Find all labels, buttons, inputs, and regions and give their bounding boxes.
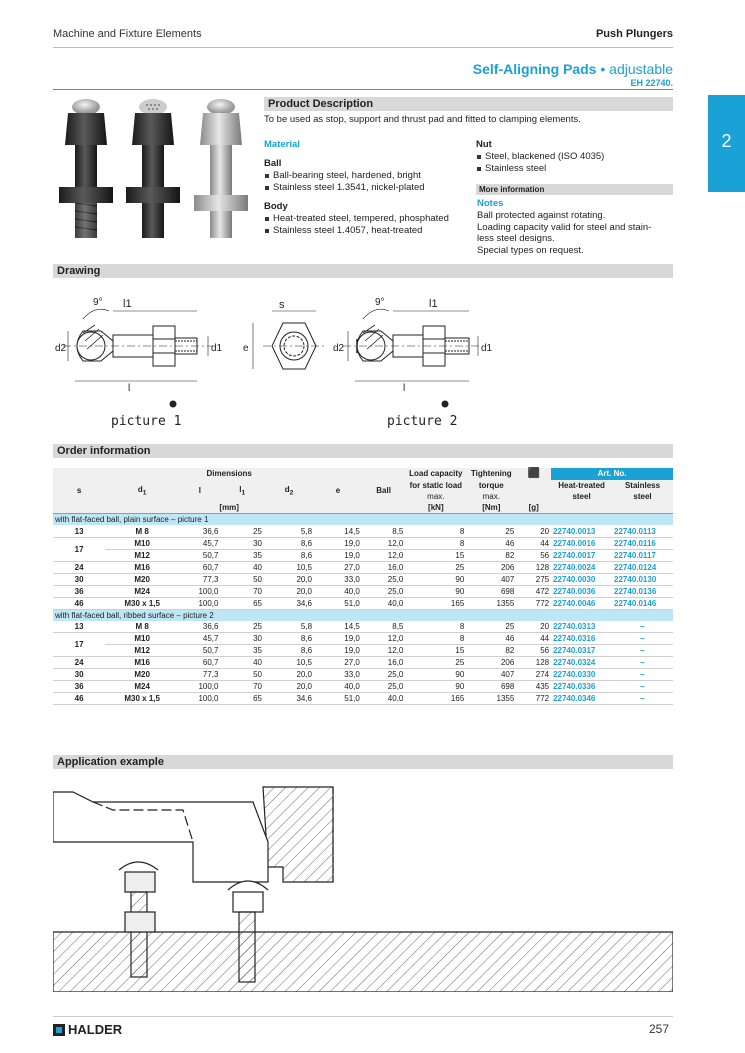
application-bar: Application example	[53, 755, 673, 769]
drawing-label-l-2: l	[403, 383, 406, 394]
torque-header-2: torque	[478, 480, 504, 490]
cell-d1: M20	[105, 573, 179, 585]
cell-d1: M12	[105, 645, 179, 657]
table-row	[53, 597, 673, 609]
cell-e: 19,0	[314, 537, 362, 549]
cell-l: 45,7	[179, 633, 220, 645]
cell-e: 40,0	[314, 585, 362, 597]
cell-d1: M30 x 1,5	[105, 693, 179, 705]
note-line: less steel designs.	[477, 233, 555, 244]
order-table	[53, 468, 673, 705]
cell-d1: M10	[105, 633, 179, 645]
cell-l: 100,0	[179, 681, 220, 693]
table-row	[53, 525, 673, 537]
note-line: Special types on request.	[477, 244, 584, 256]
header-category: Push Plungers	[595, 28, 673, 40]
col-d1-label: d	[137, 484, 143, 494]
heat-header-1: Heat-treated	[558, 480, 605, 490]
drawing-label-s: s	[279, 299, 285, 311]
cell-d2: 20,0	[264, 585, 314, 597]
cell-l: 36,6	[179, 525, 220, 537]
pad-3	[194, 99, 248, 238]
cell-s: 17	[53, 633, 105, 657]
technical-drawing	[53, 281, 673, 431]
cell-l1: 25	[220, 621, 264, 633]
drawing-label-d2-2: d2	[333, 343, 345, 354]
cell-d1: M24	[105, 585, 179, 597]
cell-d1: M30 x 1,5	[105, 597, 179, 609]
cell-ball: 25,0	[362, 573, 406, 585]
cell-ball: 40,0	[362, 693, 406, 705]
heat-header-2: steel	[572, 491, 591, 501]
cell-e: 14,5	[314, 525, 362, 537]
cell-a1[interactable]: 22740.0330	[551, 669, 612, 681]
cell-torque: 82	[466, 549, 516, 561]
cell-d2: 8,6	[264, 537, 314, 549]
cell-d1: M10	[105, 537, 179, 549]
col-stainless	[612, 480, 673, 502]
cell-l: 77,3	[179, 669, 220, 681]
table-row	[53, 573, 673, 585]
cell-s: 17	[53, 537, 105, 561]
cell-e: 19,0	[314, 645, 362, 657]
drawing-label-d1-1: d1	[211, 343, 223, 354]
group-1-label: with flat-faced ball, plain surface – picture 1	[53, 514, 673, 526]
cell-a1[interactable]: 22740.0313	[551, 621, 612, 633]
cell-d1: M12	[105, 549, 179, 561]
drawing-bar: Drawing	[53, 264, 673, 278]
cell-l1: 70	[220, 681, 264, 693]
group-2-label: with flat-faced ball, ribbed surface – picture 2	[53, 609, 673, 621]
cell-l: 50,7	[179, 645, 220, 657]
cell-load: 90	[405, 573, 466, 585]
col-l: l	[179, 480, 220, 502]
col-l1-sub: 1	[241, 489, 246, 497]
body-list	[264, 213, 474, 236]
artno-header: Art. No.	[551, 468, 673, 480]
cell-torque: 1355	[466, 597, 516, 609]
cell-l: 100,0	[179, 585, 220, 597]
halder-logo-icon	[53, 1024, 65, 1036]
cell-ball: 16,0	[362, 657, 406, 669]
cell-a2[interactable]: –	[612, 681, 673, 693]
cell-d1: M 8	[105, 525, 179, 537]
cell-d2: 20,0	[264, 669, 314, 681]
cell-g: 772	[516, 693, 551, 705]
table-row	[53, 657, 673, 669]
cell-d1: M16	[105, 561, 179, 573]
cell-e: 27,0	[314, 657, 362, 669]
group-row	[53, 609, 673, 621]
col-torque	[466, 480, 516, 502]
cell-s: 24	[53, 561, 105, 573]
col-d1	[105, 480, 179, 502]
col-load	[405, 480, 466, 502]
cell-a1[interactable]: 22740.0316	[551, 633, 612, 645]
order-info-bar: Order information	[53, 444, 673, 458]
table-row	[53, 561, 673, 573]
cell-l1: 40	[220, 657, 264, 669]
cell-s: 36	[53, 585, 105, 597]
cell-d2: 5,8	[264, 621, 314, 633]
cell-g: 44	[516, 537, 551, 549]
note-line: Ball protected against rotating.	[477, 210, 606, 221]
cell-e: 19,0	[314, 549, 362, 561]
cell-s: 46	[53, 693, 105, 705]
table-row	[53, 549, 673, 561]
cell-a2[interactable]: 22740.0136	[612, 585, 673, 597]
cell-a1[interactable]: 22740.0324	[551, 657, 612, 669]
drawing-picture-1	[63, 309, 213, 407]
cell-a1[interactable]: 22740.0024	[551, 561, 612, 573]
drawing-label-e: e	[243, 343, 249, 354]
load-header-2: for static load	[409, 480, 463, 490]
chapter-tab[interactable]	[708, 95, 745, 192]
notes-heading: Notes	[477, 198, 504, 209]
col-l1	[220, 480, 264, 502]
cell-d1: M20	[105, 669, 179, 681]
cell-d2: 8,6	[264, 645, 314, 657]
col-weight	[516, 480, 551, 502]
cell-torque: 46	[466, 537, 516, 549]
weight-icon: ⬛	[516, 468, 551, 480]
title-sub: adjustable	[609, 61, 673, 77]
cell-torque: 407	[466, 573, 516, 585]
ball-list	[264, 170, 474, 193]
col-heat	[551, 480, 612, 502]
cell-load: 8	[405, 621, 466, 633]
cell-e: 51,0	[314, 693, 362, 705]
cell-ball: 25,0	[362, 669, 406, 681]
cell-l: 36,6	[179, 621, 220, 633]
list-item: Heat-treated steel, tempered, phosphated	[264, 213, 474, 225]
cell-l: 100,0	[179, 597, 220, 609]
table-row	[53, 585, 673, 597]
note-line: Loading capacity valid for steel and stain-	[477, 221, 652, 233]
cell-a1[interactable]: 22740.0036	[551, 585, 612, 597]
cell-ball: 40,0	[362, 597, 406, 609]
cell-g: 275	[516, 573, 551, 585]
drawing-label-d1-2: d1	[481, 343, 493, 354]
product-code: EH 22740.	[630, 78, 673, 88]
chapter-tab-number: 2	[721, 131, 732, 151]
cell-e: 33,0	[314, 573, 362, 585]
torque-header: Tightening	[466, 468, 516, 480]
notes-text	[477, 210, 674, 256]
cell-torque: 698	[466, 681, 516, 693]
product-description-bar: Product Description	[264, 97, 673, 111]
cell-load: 90	[405, 585, 466, 597]
list-item: Stainless steel 1.4057, heat-treated	[264, 225, 474, 237]
cell-s: 30	[53, 573, 105, 585]
nut-heading: Nut	[476, 139, 492, 150]
cell-a2[interactable]: –	[612, 657, 673, 669]
cell-ball: 12,0	[362, 537, 406, 549]
drawing-picture-2	[343, 309, 483, 407]
title-sep: •	[596, 61, 610, 77]
stain-header-2: steel	[633, 491, 652, 501]
cell-load: 8	[405, 525, 466, 537]
table-row	[53, 537, 673, 549]
cell-g: 435	[516, 681, 551, 693]
cell-d1: M24	[105, 681, 179, 693]
pad-2	[126, 99, 180, 238]
cell-ball: 12,0	[362, 549, 406, 561]
material-heading: Material	[264, 139, 300, 150]
cell-a2[interactable]: –	[612, 693, 673, 705]
title-rule	[53, 89, 673, 90]
cell-ball: 25,0	[362, 585, 406, 597]
picture-1-caption: picture 1	[111, 414, 182, 429]
product-intro: To be used as stop, support and thrust pad and fitted to clamping elements.	[264, 114, 581, 125]
cell-d2: 5,8	[264, 525, 314, 537]
cell-load: 90	[405, 681, 466, 693]
cell-torque: 407	[466, 669, 516, 681]
cell-torque: 25	[466, 621, 516, 633]
cell-d2: 10,5	[264, 657, 314, 669]
col-d2-sub: 2	[289, 489, 294, 497]
ball-heading: Ball	[264, 158, 282, 169]
list-item: Ball-bearing steel, hardened, bright	[264, 170, 474, 182]
cell-a1[interactable]: 22740.0336	[551, 681, 612, 693]
cell-a2[interactable]: 22740.0124	[612, 561, 673, 573]
table-row	[53, 669, 673, 681]
page-title	[473, 61, 673, 77]
cell-e: 40,0	[314, 681, 362, 693]
cell-e: 33,0	[314, 669, 362, 681]
list-item: Steel, blackened (ISO 4035)	[476, 151, 673, 163]
cell-d2: 10,5	[264, 561, 314, 573]
cell-l1: 65	[220, 597, 264, 609]
cell-l1: 70	[220, 585, 264, 597]
header-section: Machine and Fixture Elements	[53, 28, 202, 40]
unit-kn: [kN]	[405, 502, 466, 514]
cell-l1: 65	[220, 693, 264, 705]
unit-nm: [Nm]	[466, 502, 516, 514]
table-row	[53, 681, 673, 693]
torque-header-3: max.	[482, 491, 500, 501]
cell-l: 100,0	[179, 693, 220, 705]
cell-load: 8	[405, 537, 466, 549]
unit-mm: [mm]	[53, 502, 405, 514]
table-row	[53, 645, 673, 657]
cell-d1: M 8	[105, 621, 179, 633]
drawing-label-angle-2: 9°	[375, 297, 385, 308]
cell-load: 15	[405, 645, 466, 657]
cell-d1: M16	[105, 657, 179, 669]
cell-g: 20	[516, 621, 551, 633]
cell-g: 772	[516, 597, 551, 609]
cell-s: 13	[53, 621, 105, 633]
cell-d2: 8,6	[264, 633, 314, 645]
col-d2-label: d	[284, 484, 290, 494]
unit-blank	[551, 502, 673, 514]
load-header-3: max.	[427, 491, 445, 501]
cell-a1[interactable]: 22740.0346	[551, 693, 612, 705]
cell-l: 60,7	[179, 561, 220, 573]
cell-torque: 698	[466, 585, 516, 597]
cell-a1[interactable]: 22740.0013	[551, 525, 612, 537]
cell-ball: 12,0	[362, 645, 406, 657]
order-table-body	[53, 514, 673, 705]
cell-load: 90	[405, 669, 466, 681]
col-l1-label: l	[239, 484, 242, 494]
cell-a2[interactable]: 22740.0116	[612, 537, 673, 549]
col-s: s	[53, 480, 105, 502]
cell-a2[interactable]: –	[612, 621, 673, 633]
cell-g: 56	[516, 549, 551, 561]
product-photo	[53, 95, 258, 250]
drawing-label-l-1: l	[128, 383, 131, 394]
header-rule	[53, 47, 673, 48]
cell-s: 13	[53, 525, 105, 537]
cell-d2: 8,6	[264, 549, 314, 561]
cell-l: 45,7	[179, 537, 220, 549]
nut-list	[476, 151, 673, 174]
cell-ball: 8,5	[362, 525, 406, 537]
cell-g: 56	[516, 645, 551, 657]
cell-e: 14,5	[314, 621, 362, 633]
cell-l1: 50	[220, 573, 264, 585]
cell-ball: 12,0	[362, 633, 406, 645]
cell-e: 27,0	[314, 561, 362, 573]
cell-l1: 30	[220, 633, 264, 645]
brand-logo	[53, 1022, 122, 1037]
col-d2	[264, 480, 314, 502]
dimensions-header: Dimensions	[53, 468, 405, 480]
cell-a2[interactable]: 22740.0146	[612, 597, 673, 609]
cell-l1: 30	[220, 537, 264, 549]
cell-a1[interactable]: 22740.0017	[551, 549, 612, 561]
drawing-label-d2-1: d2	[55, 343, 67, 354]
cell-d2: 34,6	[264, 597, 314, 609]
cell-a1[interactable]: 22740.0030	[551, 573, 612, 585]
drawing-hex-view	[253, 311, 325, 369]
cell-load: 8	[405, 633, 466, 645]
table-row	[53, 633, 673, 645]
cell-torque: 25	[466, 525, 516, 537]
cell-load: 165	[405, 693, 466, 705]
col-e: e	[314, 480, 362, 502]
list-item: Stainless steel 1.3541, nickel-plated	[264, 182, 474, 194]
cell-a2[interactable]: 22740.0130	[612, 573, 673, 585]
brand-name: HALDER	[68, 1022, 123, 1037]
cell-g: 274	[516, 669, 551, 681]
cell-a1[interactable]: 22740.0016	[551, 537, 612, 549]
col-d1-sub: 1	[142, 489, 147, 497]
stain-header-1: Stainless	[624, 480, 661, 490]
cell-a1[interactable]: 22740.0046	[551, 597, 612, 609]
cell-l: 60,7	[179, 657, 220, 669]
application-drawing	[53, 782, 673, 992]
page-number: 257	[648, 1022, 669, 1036]
cell-d2: 34,6	[264, 693, 314, 705]
cell-load: 165	[405, 597, 466, 609]
col-ball: Ball	[362, 480, 406, 502]
cell-torque: 1355	[466, 693, 516, 705]
picture-2-caption: picture 2	[387, 414, 458, 429]
cell-g: 472	[516, 585, 551, 597]
body-heading: Body	[264, 201, 288, 212]
cell-s: 36	[53, 681, 105, 693]
cell-s: 30	[53, 669, 105, 681]
drawing-label-l1-2: l1	[429, 298, 438, 310]
cell-load: 25	[405, 657, 466, 669]
drawing-label-angle-1: 9°	[93, 297, 103, 308]
drawing-label-l1-1: l1	[123, 298, 132, 310]
cell-g: 44	[516, 633, 551, 645]
cell-torque: 206	[466, 561, 516, 573]
cell-s: 46	[53, 597, 105, 609]
cell-a2[interactable]: –	[612, 633, 673, 645]
cell-l1: 35	[220, 549, 264, 561]
more-info-bar: More information	[476, 184, 673, 195]
pad-1	[59, 99, 113, 238]
footer-rule	[53, 1016, 673, 1017]
cell-load: 15	[405, 549, 466, 561]
cell-l: 77,3	[179, 573, 220, 585]
cell-d2: 20,0	[264, 573, 314, 585]
cell-s: 24	[53, 657, 105, 669]
cell-g: 128	[516, 561, 551, 573]
cell-e: 51,0	[314, 597, 362, 609]
title-main: Self-Aligning Pads	[472, 61, 597, 77]
cell-l1: 40	[220, 561, 264, 573]
cell-load: 25	[405, 561, 466, 573]
cell-l: 50,7	[179, 549, 220, 561]
table-row	[53, 693, 673, 705]
cell-a2[interactable]: –	[612, 645, 673, 657]
cell-ball: 16,0	[362, 561, 406, 573]
cell-a2[interactable]: 22740.0117	[612, 549, 673, 561]
table-row	[53, 621, 673, 633]
cell-e: 19,0	[314, 633, 362, 645]
cell-ball: 8,5	[362, 621, 406, 633]
cell-a1[interactable]: 22740.0317	[551, 645, 612, 657]
cell-torque: 206	[466, 657, 516, 669]
load-header: Load capacity	[405, 468, 466, 480]
cell-l1: 25	[220, 525, 264, 537]
cell-torque: 46	[466, 633, 516, 645]
cell-g: 20	[516, 525, 551, 537]
cell-a2[interactable]: –	[612, 669, 673, 681]
cell-g: 128	[516, 657, 551, 669]
cell-a2[interactable]: 22740.0113	[612, 525, 673, 537]
unit-g: [g]	[516, 502, 551, 514]
cell-d2: 20,0	[264, 681, 314, 693]
cell-l1: 50	[220, 669, 264, 681]
cell-torque: 82	[466, 645, 516, 657]
cell-l1: 35	[220, 645, 264, 657]
cell-ball: 25,0	[362, 681, 406, 693]
list-item: Stainless steel	[476, 163, 673, 175]
